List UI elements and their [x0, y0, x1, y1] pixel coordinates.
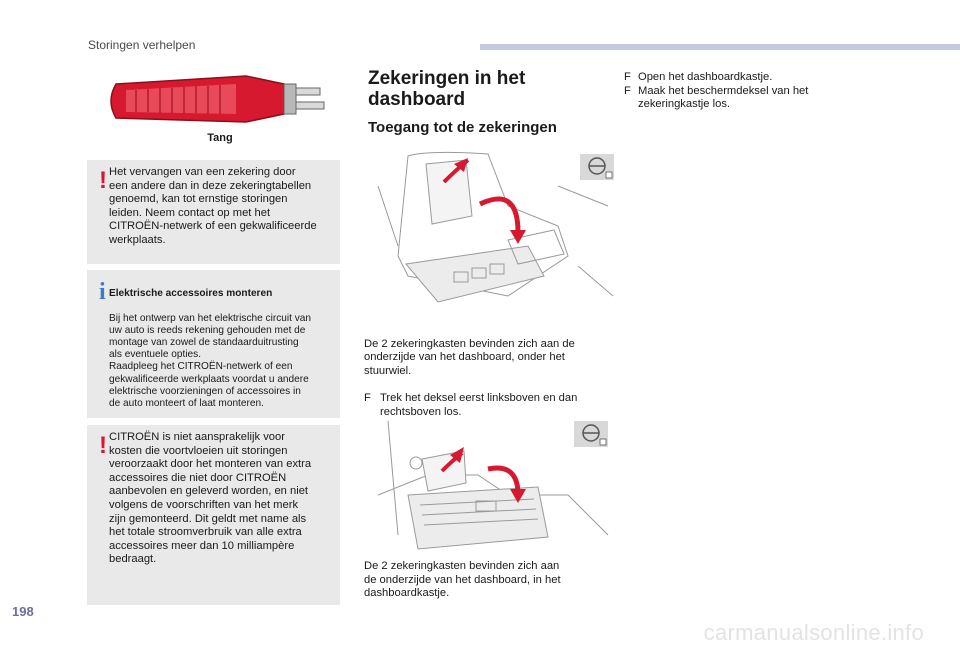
watermark: carmanualsonline.info — [703, 620, 924, 645]
glovebox-paragraph: De 2 zekeringkasten bevinden zich aan de onderzijde van het dashboard, in het dashboardkastje. — [364, 560, 561, 600]
step-text: Open het dashboardkastje. — [638, 71, 773, 83]
step-marker: F — [624, 84, 631, 97]
info-title: Elektrische accessoires monteren — [109, 288, 273, 300]
warning-box-2 — [87, 425, 340, 605]
glovebox-steps — [624, 71, 844, 112]
section-subtitle: Toegang tot de zekeringen — [368, 119, 557, 136]
list-item — [624, 71, 844, 85]
warning-text: Het vervangen van een zekering door een andere dan in deze zekeringtabellen genoemd, kan tot ernstige storingen leiden. Neem contact op met het CITROËN-netwerk of een gekwalificeerde werkplaats. — [109, 166, 317, 246]
header-bar — [480, 44, 960, 50]
step-marker: F — [364, 391, 371, 404]
section-title: Storingen verhelpen — [88, 38, 196, 52]
step-marker: F — [624, 71, 631, 83]
exclamation-icon: ! — [99, 167, 107, 194]
intro-paragraph: De 2 zekeringkasten bevinden zich aan de onderzijde van het dashboard, onder het stuurwiel. — [364, 337, 575, 377]
info-body: Bij het ontwerp van het elektrische circuit van uw auto is reeds rekening gehouden met de montage van zowel de standaarduitrusting als eventuele opties. Raadpleeg het CITROËN-netwerk of een gekwalificeerde werkplaats voordat u andere elektrische voorzieningen of accessoires in de auto monteert of laat monteren. — [109, 312, 311, 410]
dashboard-fusebox-illustration — [368, 146, 616, 318]
warning-box — [87, 160, 340, 264]
page-number: 198 — [12, 604, 34, 619]
glovebox-fusebox-illustration — [368, 415, 616, 556]
tool-caption: Tang — [207, 132, 233, 144]
fuse-puller-illustration — [96, 70, 328, 132]
page-title: Zekeringen in het dashboard — [368, 68, 526, 110]
warning-text-2: CITROËN is niet aansprakelijk voor kosten die voortvloeien uit storingen veroorzaakt door het monteren van extra accessoires die niet door CITROËN aanbevolen en geleverd worden, en niet volgens de voorschriften van het merk zijn gemonteerd. Dit geldt met name als het totale stroomverbruik van alle extra accessoires meer dan 10 milliampère bedraagt. — [109, 431, 312, 566]
exclamation-icon: ! — [99, 432, 107, 459]
step-text: Trek het deksel eerst linksboven en dan rechtsboven los. — [380, 391, 578, 418]
info-box — [87, 270, 340, 418]
list-item — [624, 85, 844, 112]
info-icon: i — [99, 279, 106, 305]
step-text: Maak het beschermdeksel van het zekeringkastje los. — [638, 84, 809, 111]
